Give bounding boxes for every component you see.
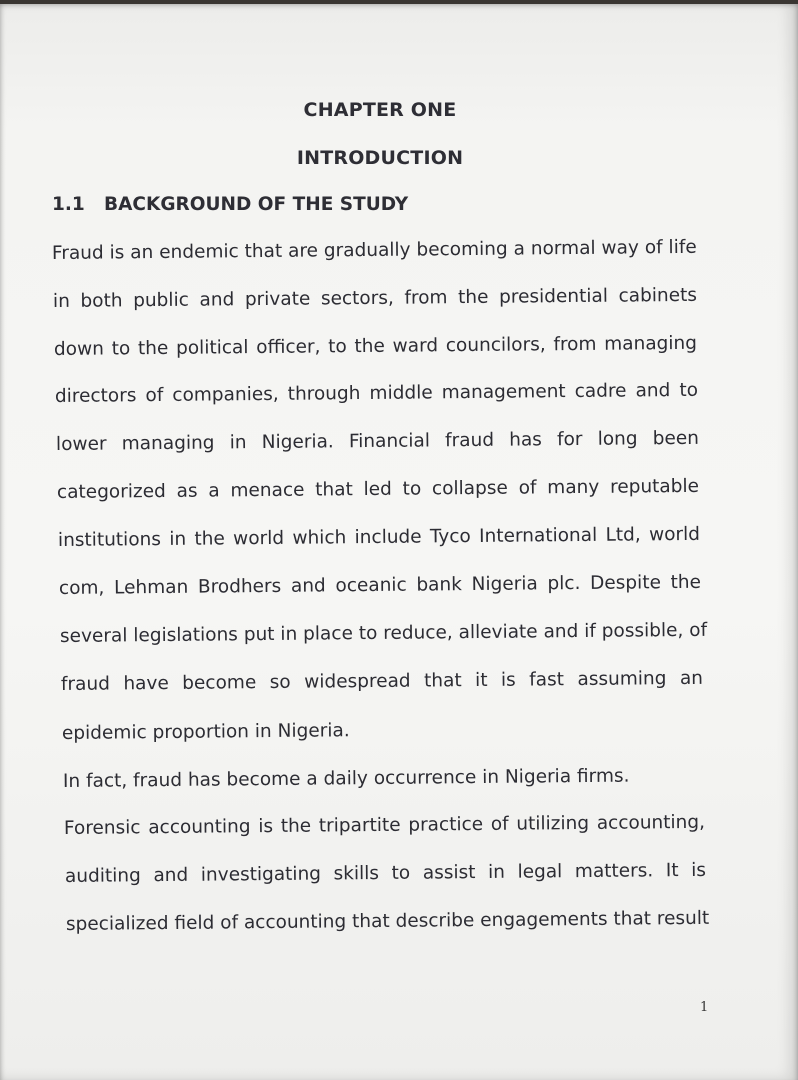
body-line: com, Lehman Brodhers and oceanic bank Nigeria plc. Despite the — [58, 571, 702, 599]
body-line: epidemic proportion in Nigeria. — [61, 720, 350, 744]
chapter-subtitle: INTRODUCTION — [296, 147, 464, 169]
body-line: several legislations put in place to reduce, alleviate and if possible, of — [59, 619, 708, 647]
body-line: down to the political officer, to the ward councilors, from managing — [53, 332, 698, 360]
body-line: Fraud is an endemic that are gradually becoming a normal way of life — [51, 236, 697, 264]
section-number: 1.1 — [52, 194, 85, 215]
body-line: in both public and private sectors, from the presidential cabinets — [52, 284, 698, 312]
body-line: auditing and investigating skills to assist in legal matters. It is — [64, 859, 707, 887]
body-line: fraud have become so widespread that it is fast assuming an — [60, 667, 704, 695]
body-line: categorized as a menace that led to collapse of many reputable — [56, 475, 700, 503]
body-line: Forensic accounting is the tripartite practice of utilizing accounting, — [63, 811, 706, 839]
section-heading — [52, 194, 408, 215]
page-top-edge — [0, 0, 798, 4]
body-line: institutions in the world which include Tyco International Ltd, world — [57, 523, 701, 551]
body-line: directors of companies, through middle management cadre and to — [54, 379, 699, 407]
body-line: In fact, fraud has become a daily occurrence in Nigeria firms. — [62, 765, 630, 792]
body-line: specialized field of accounting that describe engagements that result — [65, 907, 710, 935]
chapter-title: CHAPTER ONE — [303, 99, 457, 121]
body-line: lower managing in Nigeria. Financial fraud has for long been — [55, 427, 700, 455]
page-number: 1 — [700, 1000, 709, 1015]
section-title: BACKGROUND OF THE STUDY — [104, 194, 409, 215]
